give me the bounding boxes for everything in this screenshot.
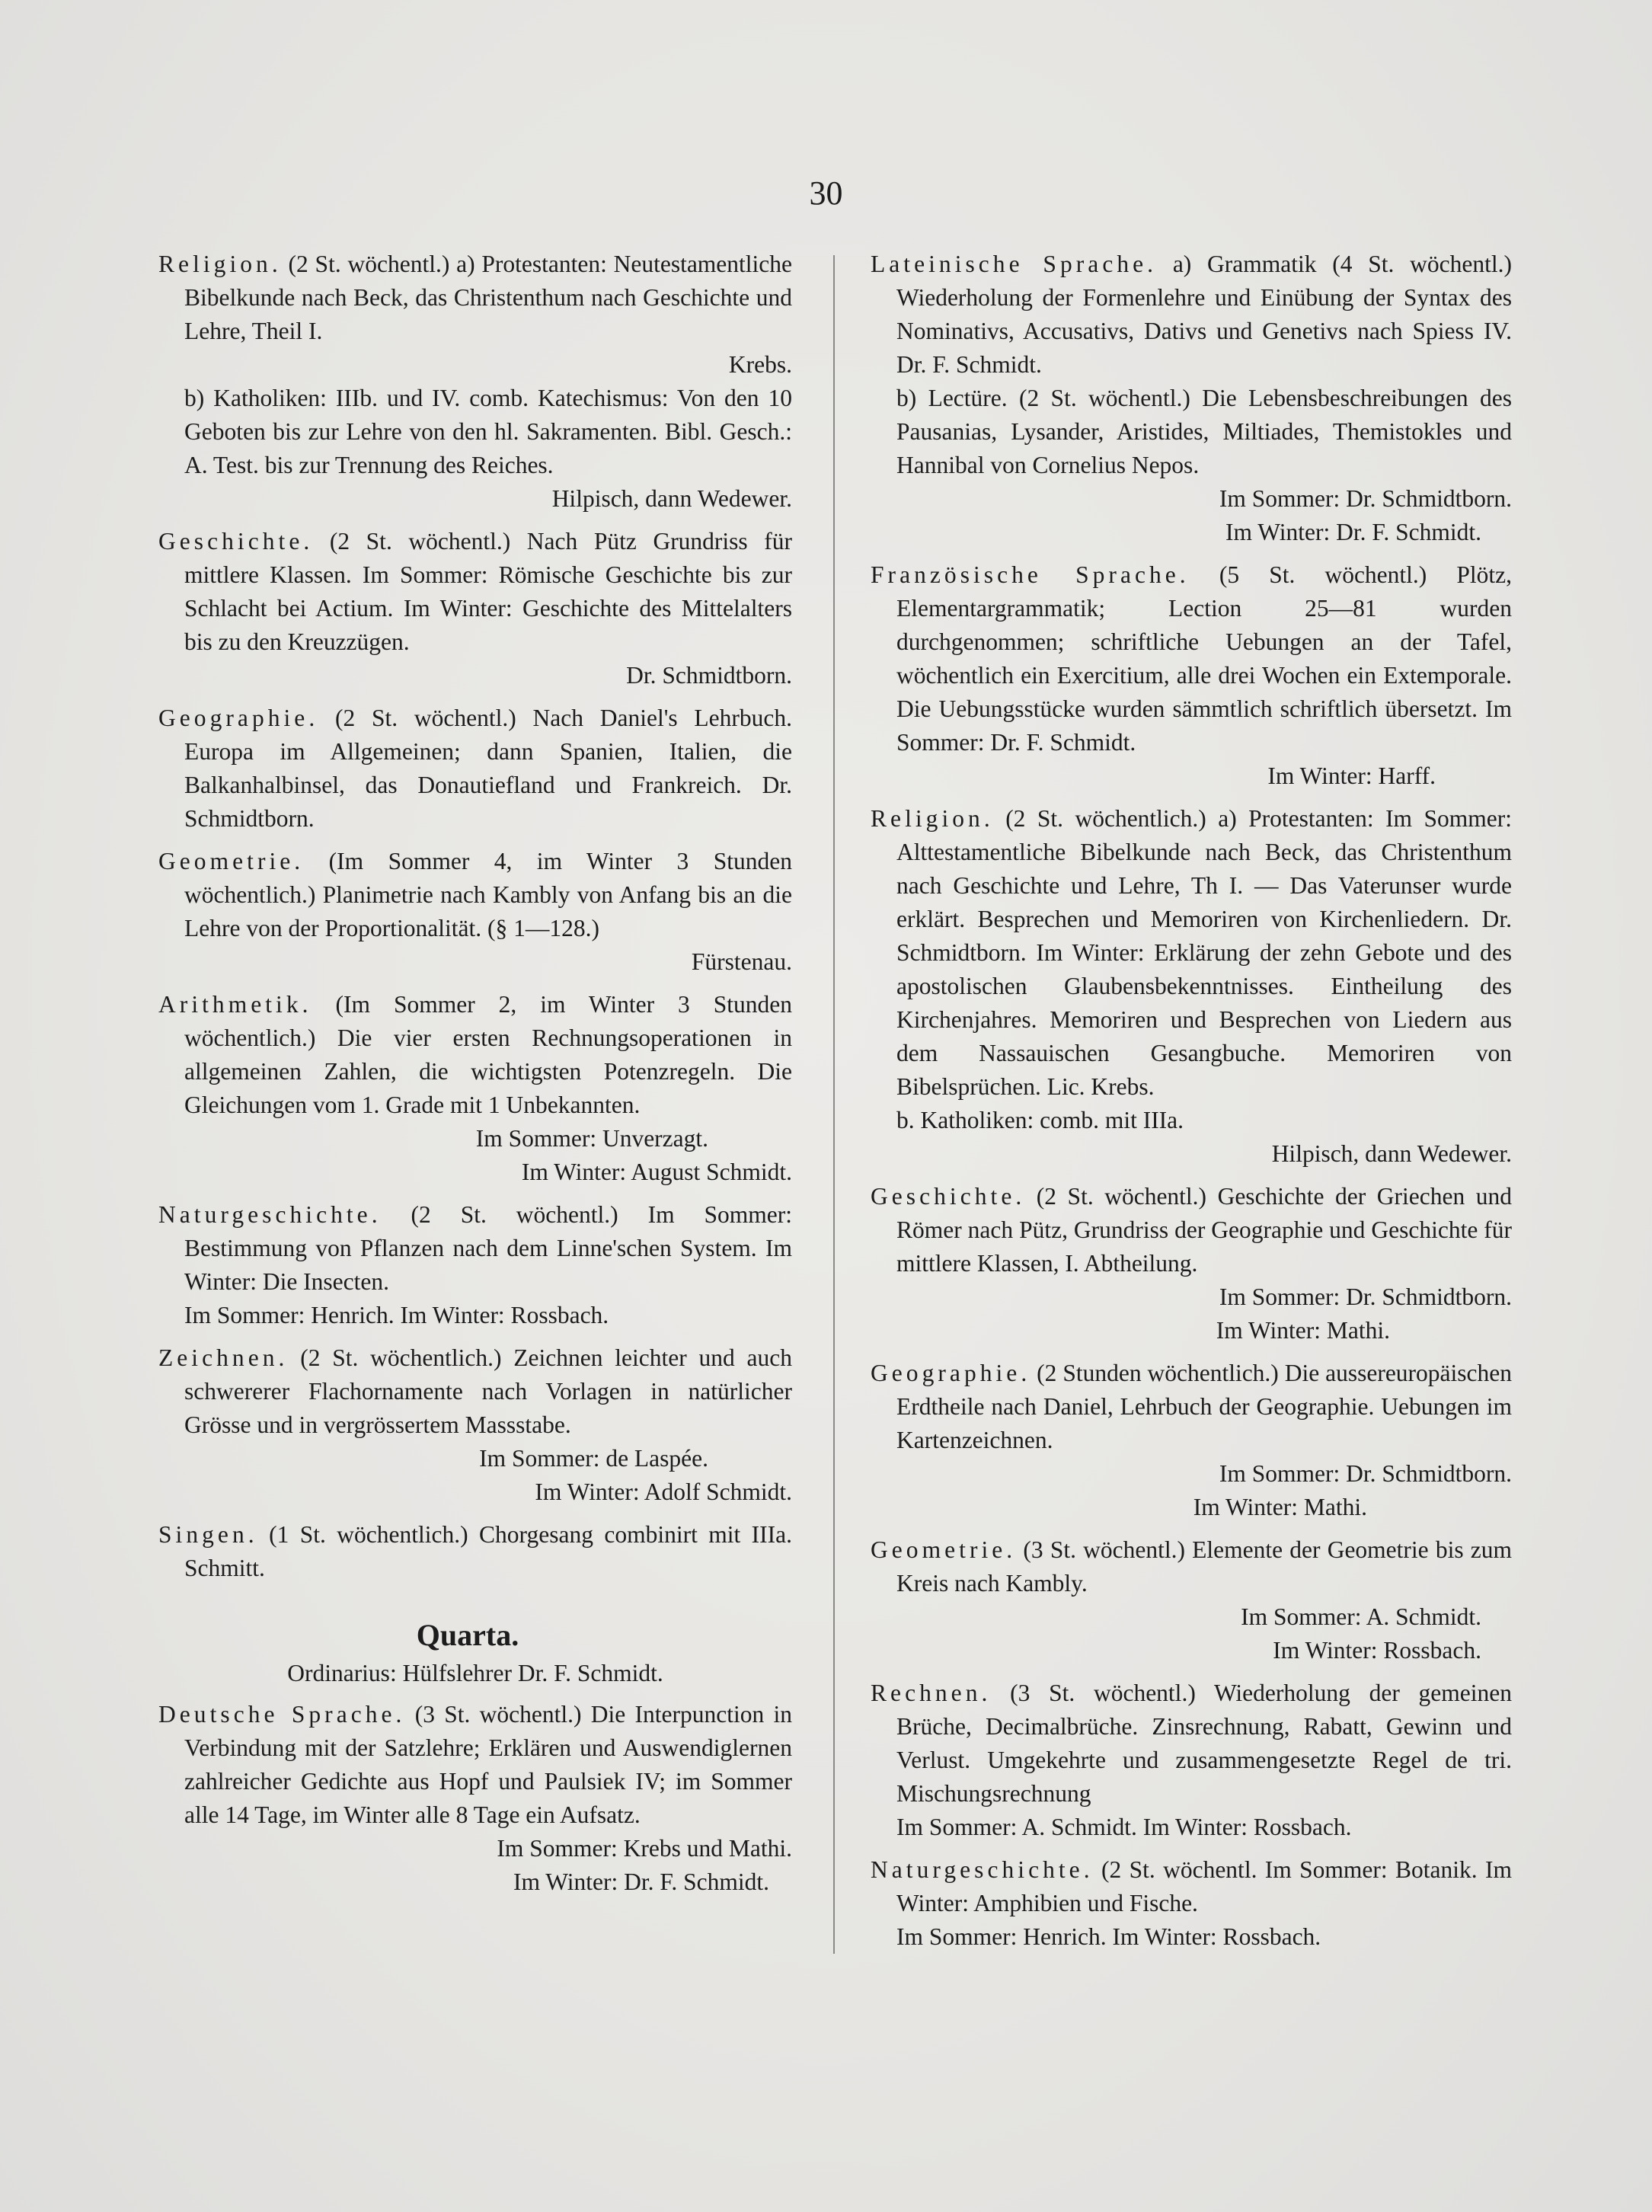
ordinarius-line: Ordinarius: Hülfslehrer Dr. F. Schmidt. bbox=[287, 1660, 663, 1686]
entry-franzoesisch bbox=[871, 558, 1512, 793]
entry-geographie bbox=[158, 702, 792, 836]
entry-text: (3 St. wöchentl.) Elemente der Geometrie bis zum Kreis nach Kambly. bbox=[896, 1536, 1512, 1597]
entry-text: (1 St. wöchentlich.) Chorgesang combinirt mit IIIa. Schmitt. bbox=[184, 1521, 792, 1581]
entry-religion bbox=[158, 248, 792, 516]
subject-heading: Zeichnen. bbox=[158, 1344, 289, 1371]
entry-text: (5 St. wöchentl.) Plötz, Elementargrammatik; Lection 25—81 wurden durchgenommen; schriftliche Uebungen an der Tafel, wöchentlich ein Exercitium, alle drei Wochen ein Extemporale. Die Uebungsstücke wurden sämmtlich schriftlich übersetzt. Im Sommer: Dr. F. Schmidt. bbox=[896, 561, 1513, 756]
teacher-line: Im Sommer: Henrich. Im Winter: Rossbach. bbox=[184, 1302, 609, 1328]
subject-heading: Rechnen. bbox=[871, 1680, 992, 1706]
teacher-line: Im Sommer: de Laspée. bbox=[479, 1445, 708, 1472]
entry-geschichte bbox=[871, 1180, 1512, 1347]
entry-subtext: b. Katholiken: comb. mit IIIa. bbox=[896, 1107, 1184, 1133]
entry-text: (2 Stunden wöchentlich.) Die aussereuropäischen Erdtheile nach Daniel, Lehrbuch der Geographie. Uebungen im Kartenzeichnen. bbox=[896, 1360, 1513, 1453]
subject-heading: Arithmetik. bbox=[158, 991, 312, 1018]
teacher-line: Im Sommer: A. Schmidt. bbox=[1241, 1603, 1481, 1630]
entry-text: (2 St. wöchentl. Im Sommer: Botanik. Im Winter: Amphibien und Fische. bbox=[896, 1856, 1513, 1916]
teacher-line: Hilpisch, dann Wedewer. bbox=[551, 485, 792, 512]
entry-deutsch bbox=[158, 1698, 792, 1899]
subject-heading: Geometrie. bbox=[158, 848, 305, 874]
subject-heading: Deutsche Sprache. bbox=[158, 1701, 406, 1728]
entry-geschichte bbox=[158, 525, 792, 692]
entry-rechnen bbox=[871, 1677, 1512, 1844]
entry-text: (2 St. wöchentl.) Nach Pütz Grundriss für mittlere Klassen. Im Sommer: Römische Geschichte bis zur Schlacht bei Actium. Im Winter: Geschichte des Mittelalters bis zu den Kreuzzügen. bbox=[184, 528, 793, 655]
subject-heading: Singen. bbox=[158, 1521, 258, 1548]
teacher-line: Dr. Schmidtborn. bbox=[626, 662, 792, 689]
entry-subtext: b) Katholiken: IIIb. und IV. comb. Katechismus: Von den 10 Geboten bis zur Lehre von den hl. Sakramenten. Bibl. Gesch.: A. Test. bis zur Trennung des Reiches. bbox=[184, 385, 792, 478]
teacher-line: Im Sommer: Dr. Schmidtborn. bbox=[1219, 485, 1512, 512]
entry-text: (2 St. wöchentlich.) Zeichnen leichter und auch schwererer Flachornamente nach Vorlagen in natürlicher Grösse und in vergrössertem Massstabe. bbox=[184, 1344, 792, 1438]
left-column bbox=[158, 248, 792, 1908]
entry-geometrie bbox=[158, 845, 792, 979]
teacher-line: Im Winter: Rossbach. bbox=[1273, 1637, 1481, 1664]
teacher-line: Im Winter: Dr. F. Schmidt. bbox=[1225, 519, 1481, 545]
entry-naturgeschichte bbox=[158, 1198, 792, 1332]
subject-heading: Geometrie. bbox=[871, 1536, 1017, 1563]
teacher-line: Im Winter: Adolf Schmidt. bbox=[535, 1478, 792, 1505]
subject-heading: Religion. bbox=[871, 805, 994, 832]
entry-text: (2 St. wöchentl.) Nach Daniel's Lehrbuch. Europa im Allgemeinen; dann Spanien, Italien, die Balkanhalbinsel, das Donautiefland und Frankreich. Dr. Schmidtborn. bbox=[184, 705, 792, 832]
subject-heading: Naturgeschichte. bbox=[158, 1201, 382, 1228]
subject-heading: Lateinische Sprache. bbox=[871, 251, 1158, 277]
teacher-line: Im Winter: Mathi. bbox=[1216, 1317, 1390, 1344]
teacher-line: Im Winter: Dr. F. Schmidt. bbox=[513, 1868, 769, 1895]
subject-heading: Geschichte. bbox=[871, 1183, 1026, 1210]
entry-zeichnen bbox=[158, 1341, 792, 1509]
teacher-line: Im Winter: Mathi. bbox=[1193, 1494, 1367, 1520]
subject-heading: Naturgeschichte. bbox=[871, 1856, 1094, 1883]
teacher-line: Im Sommer: Henrich. Im Winter: Rossbach. bbox=[896, 1923, 1321, 1950]
teacher-line: Fürstenau. bbox=[691, 948, 792, 975]
entry-geographie bbox=[871, 1357, 1512, 1524]
right-column bbox=[871, 248, 1512, 1963]
entry-text: (2 St. wöchentl.) Geschichte der Griechen und Römer nach Pütz, Grundriss der Geographie und Geschichte für mittlere Klassen, I. Abtheilung. bbox=[896, 1183, 1512, 1277]
section-title-quarta: Quarta. bbox=[416, 1618, 519, 1652]
entry-text: (2 St. wöchentlich.) a) Protestanten: Im Sommer: Alttestamentliche Bibelkunde nach Beck, das Christenthum nach Geschichte und Lehre, Th I. — Das Vaterunser wurde erklärt. Besprechen und Memoriren von Kirchenliedern. Dr. Schmidtborn. Im Winter: Erklärung der zehn Gebote und des apostolischen Glaubensbekenntnisses. Eintheilung des Kirchenjahres. Memoriren und Besprechen von Liedern aus dem Nassauischen Gesangbuche. Memoriren von Bibelsprüchen. Lic. Krebs. bbox=[896, 805, 1513, 1100]
teacher-line: Im Sommer: A. Schmidt. Im Winter: Rossbach. bbox=[896, 1814, 1352, 1840]
entry-subtext: b) Lectüre. (2 St. wöchentl.) Die Lebensbeschreibungen des Pausanias, Lysander, Aristides, Miltiades, Themistokles und Hannibal von Cornelius Nepos. bbox=[896, 385, 1512, 478]
teacher-line: Im Winter: August Schmidt. bbox=[521, 1159, 792, 1185]
entry-naturgeschichte bbox=[871, 1853, 1512, 1954]
subject-heading: Französische Sprache. bbox=[871, 561, 1190, 588]
teacher-line: Im Winter: Harff. bbox=[1267, 762, 1436, 789]
subject-heading: Geographie. bbox=[158, 705, 319, 731]
entry-text: (3 St. wöchentl.) Die Interpunction in Verbindung mit der Satzlehre; Erklären und Auswendiglernen zahlreicher Gedichte aus Hopf und Paulsiek IV; im Sommer alle 14 Tage, im Winter alle 8 Tage ein Aufsatz. bbox=[184, 1701, 792, 1828]
teacher-line: Im Sommer: Dr. Schmidtborn. bbox=[1219, 1460, 1512, 1487]
entry-singen bbox=[158, 1518, 792, 1585]
subject-heading: Religion. bbox=[158, 251, 282, 277]
entry-text: (2 St. wöchentl.) Im Sommer: Bestimmung von Pflanzen nach dem Linne'schen System. Im Winter: Die Insecten. bbox=[184, 1201, 792, 1295]
entry-text: a) Grammatik (4 St. wöchentl.) Wiederholung der Formenlehre und Einübung der Syntax des Nominativs, Accusativs, Dativs und Genetivs nach Spiess IV. Dr. F. Schmidt. bbox=[896, 251, 1512, 378]
teacher-line: Krebs. bbox=[728, 351, 792, 378]
subject-heading: Geschichte. bbox=[158, 528, 314, 555]
page-number: 30 bbox=[809, 174, 843, 212]
teacher-line: Im Sommer: Krebs und Mathi. bbox=[497, 1835, 792, 1862]
teacher-line: Im Sommer: Unverzagt. bbox=[475, 1125, 708, 1152]
entry-religion bbox=[871, 802, 1512, 1171]
entry-text: (Im Sommer 2, im Winter 3 Stunden wöchentlich.) Die vier ersten Rechnungsoperationen in allgemeinen Zahlen, die wichtigsten Potenzregeln. Die Gleichungen vom 1. Grade mit 1 Unbekannten. bbox=[184, 991, 793, 1118]
entry-latein bbox=[871, 248, 1512, 549]
column-divider bbox=[833, 255, 835, 1954]
teacher-line: Hilpisch, dann Wedewer. bbox=[1271, 1140, 1512, 1167]
entry-geometrie bbox=[871, 1533, 1512, 1667]
entry-text: (Im Sommer 4, im Winter 3 Stunden wöchentlich.) Planimetrie nach Kambly von Anfang bis an die Lehre von der Proportionalität. (§ 1—128.) bbox=[184, 848, 792, 941]
subject-heading: Geographie. bbox=[871, 1360, 1031, 1386]
teacher-line: Im Sommer: Dr. Schmidtborn. bbox=[1219, 1283, 1512, 1310]
entry-arithmetik bbox=[158, 988, 792, 1189]
entry-text: (3 St. wöchentl.) Wiederholung der gemeinen Brüche, Decimalbrüche. Zinsrechnung, Rabatt, Gewinn und Verlust. Umgekehrte und zusammengesetzte Regel de tri. Mischungsrechnung bbox=[896, 1680, 1512, 1807]
entry-text: (2 St. wöchentl.) a) Protestanten: Neutestamentliche Bibelkunde nach Beck, das Christenthum nach Geschichte und Lehre, Theil I. bbox=[184, 251, 793, 344]
